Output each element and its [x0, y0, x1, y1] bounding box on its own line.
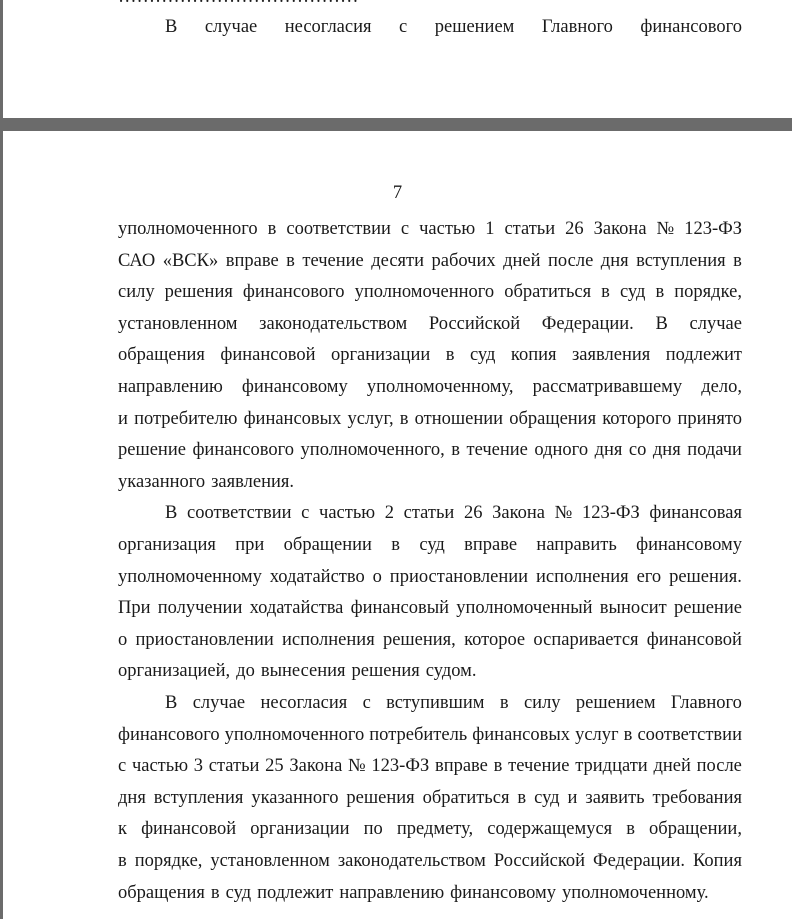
text-line: силу решения финансового уполномоченного обратиться в суд в порядке, [118, 282, 742, 303]
text-line: направлению финансовому уполномоченному, рассматривавшему дело, [118, 377, 742, 397]
text-line: установленном законодательством Российской Федерации. В случае [118, 313, 742, 334]
text-line: САО «ВСК» вправе в течение десяти рабочих дней после дня вступления в [118, 250, 742, 271]
document-page-6-bottom [3, 0, 792, 118]
text-line: решение финансового уполномоченного, в течение одного дня со дня подачи [118, 440, 742, 461]
page-number: 7 [392, 183, 403, 203]
cut-off-text-line [118, 0, 742, 7]
text-line: организация при обращении в суд вправе направить финансовому [118, 535, 742, 555]
text-line: указанного заявления. [118, 471, 295, 492]
text-line: В случае несогласия с вступившим в силу решением Главного [165, 693, 742, 713]
text-line: в порядке, установленном законодательством Российской Федерации. Копия [118, 851, 742, 871]
text-line: и потребителю финансовых услуг, в отношении обращения которого принято [118, 408, 742, 429]
text-line: финансового уполномоченного потребитель финансовых услуг в соответствии [118, 724, 742, 745]
text-line: обращения в суд подлежит направлению финансовому уполномоченному. [118, 882, 709, 903]
text-line: уполномоченному ходатайство о приостановлении исполнения его решения. [118, 566, 742, 587]
text-line: обращения финансовой организации в суд копия заявления подлежит [118, 345, 742, 366]
document-page-7 [3, 131, 792, 919]
text-line: организацией, до вынесения решения судом. [118, 661, 477, 682]
text-line: с частью 3 статьи 25 Закона № 123-ФЗ вправе в течение тридцати дней после [118, 756, 742, 777]
text-line: о приостановлении исполнения решения, которое оспаривается финансовой [118, 629, 742, 650]
text-line: В соответствии с частью 2 статьи 26 Закона № 123-ФЗ финансовая [165, 503, 742, 524]
text-line: При получении ходатайства финансовый уполномоченный выносит решение [118, 598, 742, 619]
text-line: В случае несогласия с решением Главного финансового [165, 17, 742, 37]
text-line: уполномоченного в соответствии с частью 1 статьи 26 Закона № 123-ФЗ [118, 219, 742, 239]
text-line: к финансовой организации по предмету, содержащемуся в обращении, [118, 819, 742, 840]
text-line: дня вступления указанного решения обратиться в суд и заявить требования [118, 787, 742, 808]
